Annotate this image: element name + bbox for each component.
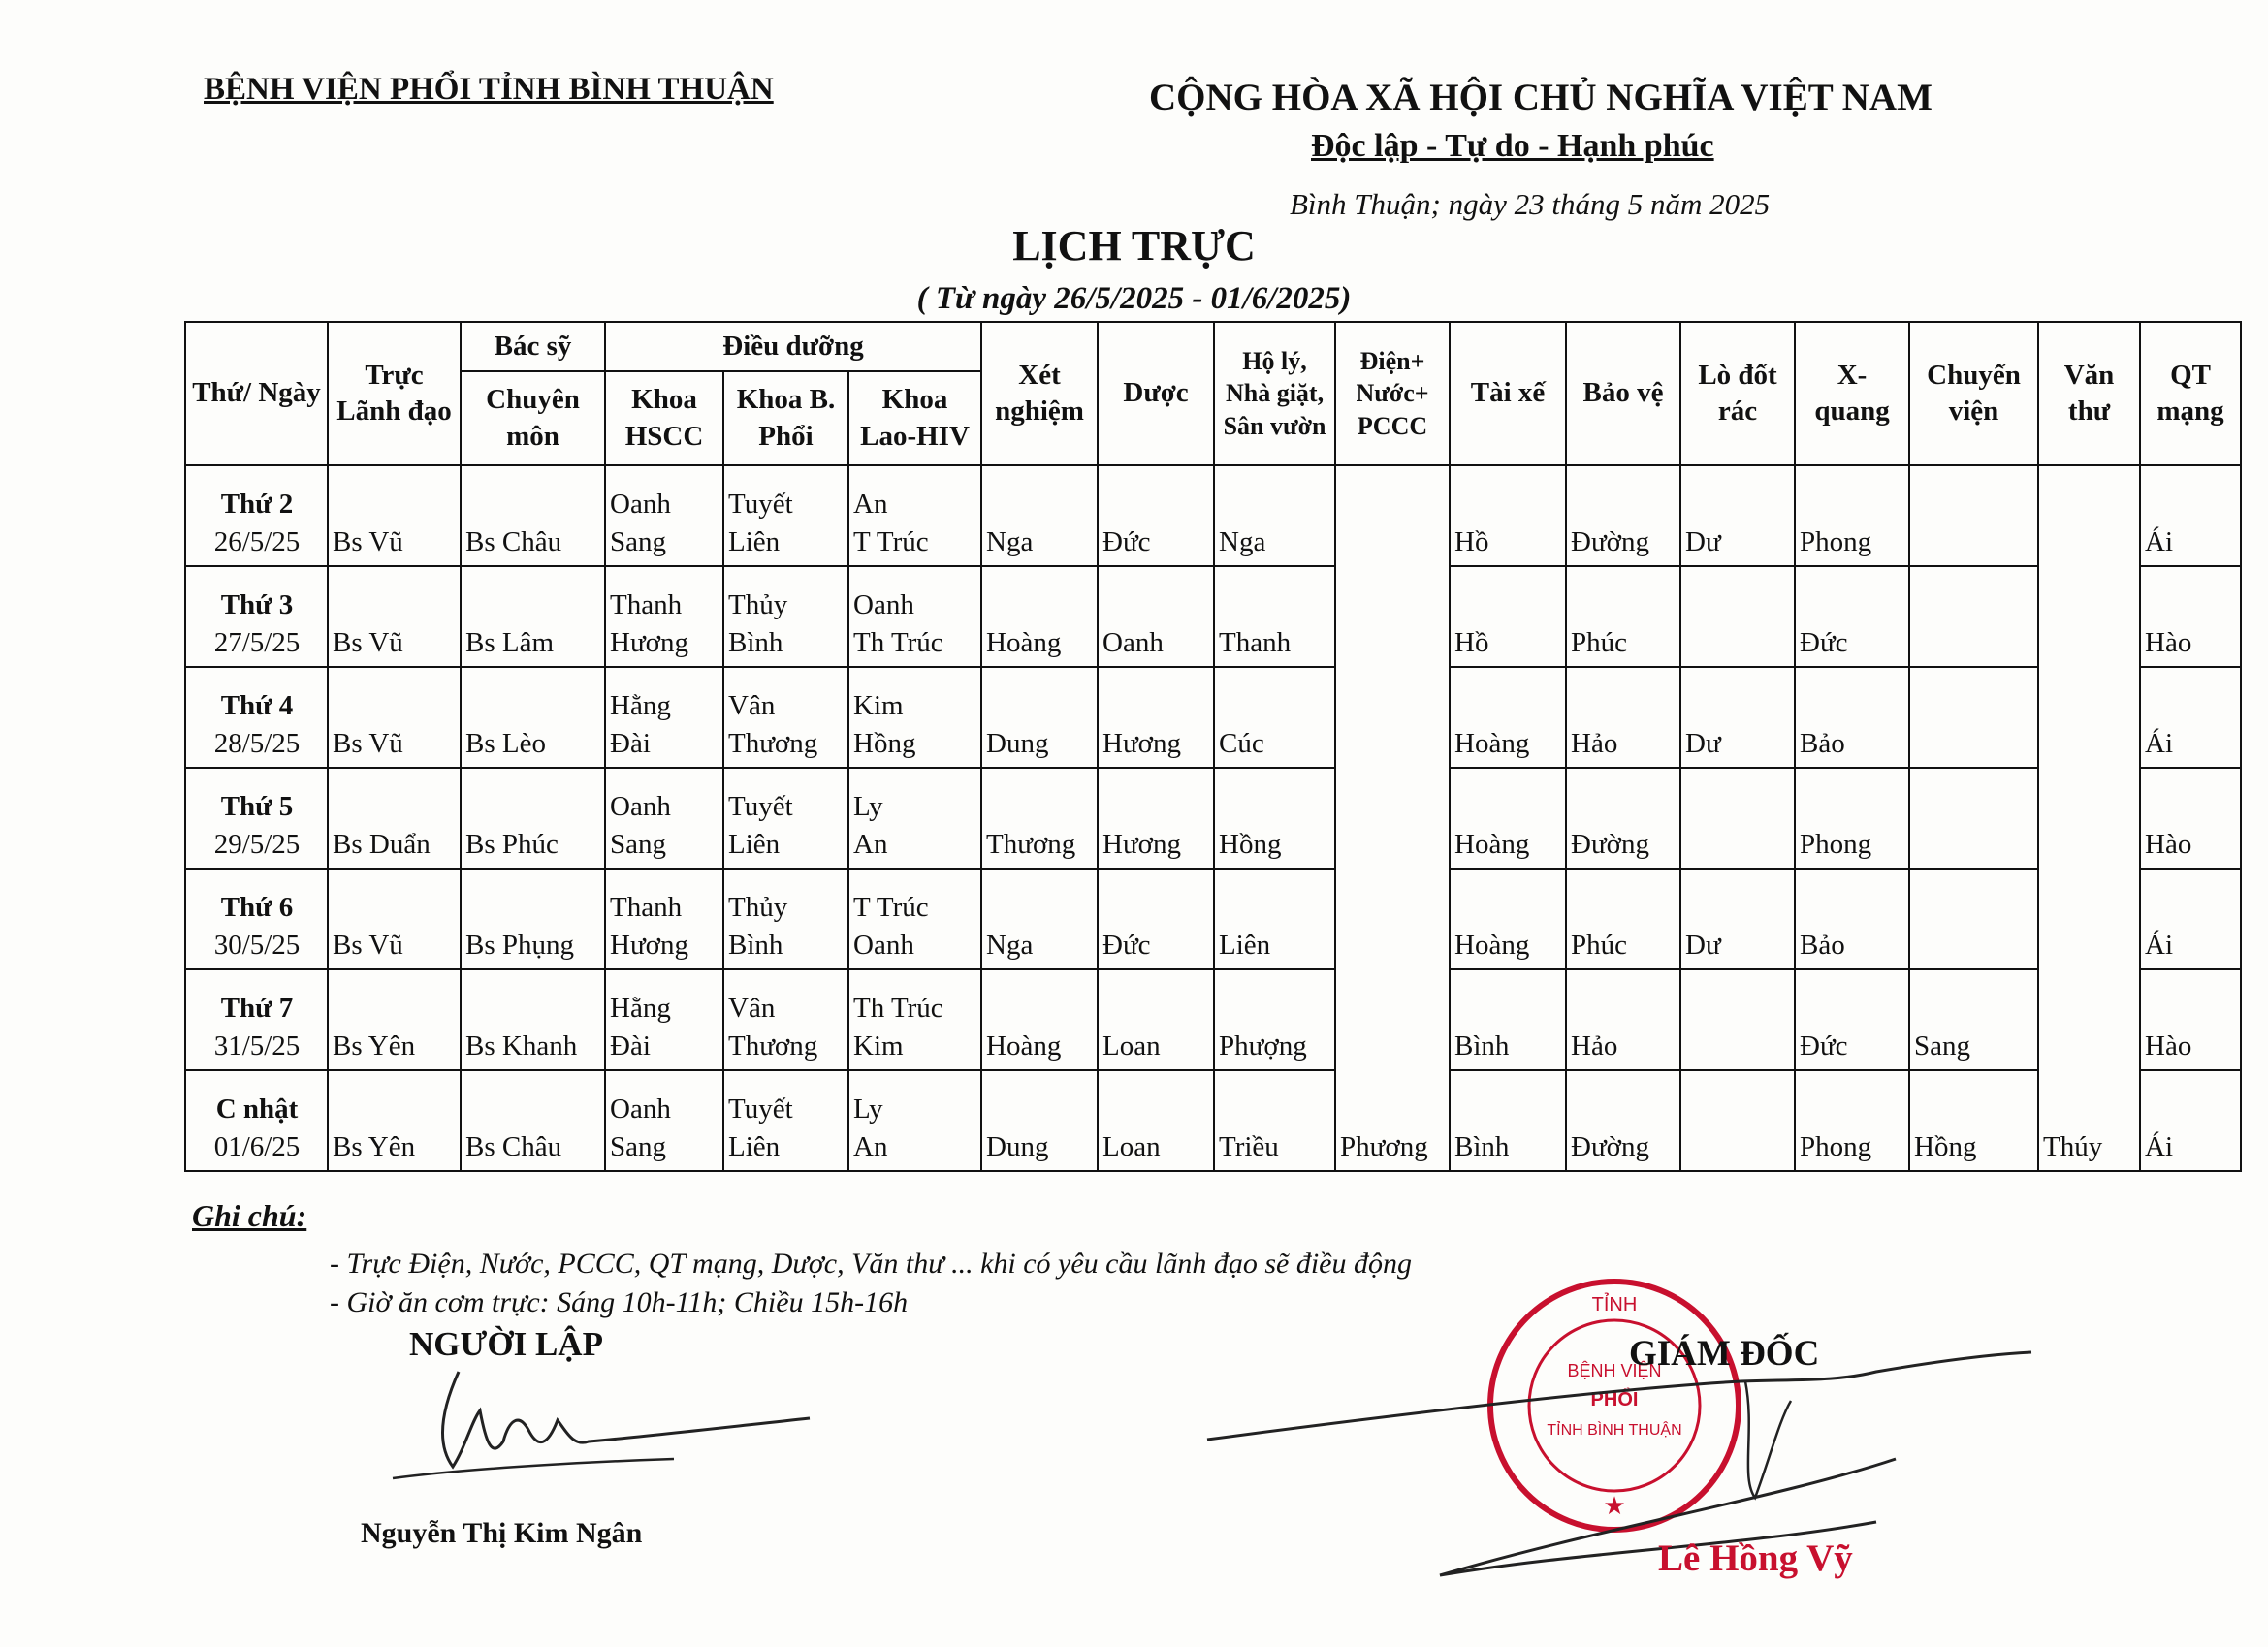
- header-security: Bảo vệ: [1566, 322, 1680, 465]
- day-cell: Thứ 2 26/5/25: [185, 465, 328, 566]
- lab-cell: Dung: [981, 667, 1098, 768]
- header-pharmacy: Dược: [1098, 322, 1214, 465]
- doctor-cell: Bs Phúc: [461, 768, 605, 869]
- nurse-bphoi-cell: Tuyết Liên: [723, 1070, 848, 1171]
- svg-text:BỆNH VIỆN: BỆNH VIỆN: [1567, 1361, 1662, 1380]
- security-cell: Đường: [1566, 768, 1680, 869]
- national-title: CỘNG HÒA XÃ HỘI CHỦ NGHĨA VIỆT NAM: [1149, 77, 1933, 118]
- header-network: QT mạng: [2140, 322, 2241, 465]
- network-cell: Hào: [2140, 566, 2241, 667]
- creator-signature: [383, 1352, 829, 1498]
- care-cell: Triều: [1214, 1070, 1335, 1171]
- leader-cell: Bs Vũ: [328, 566, 461, 667]
- hospital-name: BỆNH VIỆN PHỔI TỈNH BÌNH THUẬN: [204, 72, 774, 107]
- driver-cell: Hoàng: [1450, 869, 1566, 969]
- note-item: - Trực Điện, Nước, PCCC, QT mạng, Dược, Văn thư ... khi có yêu cầu lãnh đạo sẽ điều động: [330, 1248, 1412, 1280]
- header-transfer: Chuyển viện: [1909, 322, 2038, 465]
- network-cell: Ái: [2140, 869, 2241, 969]
- pharmacy-cell: Loan: [1098, 969, 1214, 1070]
- care-cell: Cúc: [1214, 667, 1335, 768]
- nurse-laohiv-cell: Th Trúc Kim: [848, 969, 981, 1070]
- transfer-cell: [1909, 869, 2038, 969]
- header-driver: Tài xế: [1450, 322, 1566, 465]
- driver-cell: Hoàng: [1450, 667, 1566, 768]
- care-cell: Nga: [1214, 465, 1335, 566]
- transfer-cell: Hồng: [1909, 1070, 2038, 1171]
- leader-cell: Bs Vũ: [328, 869, 461, 969]
- nurse-hscc-cell: Hằng Đài: [605, 667, 723, 768]
- driver-cell: Hồ: [1450, 566, 1566, 667]
- day-cell: C nhật 01/6/25: [185, 1070, 328, 1171]
- nurse-bphoi-cell: Thủy Bình: [723, 566, 848, 667]
- leader-cell: Bs Yên: [328, 969, 461, 1070]
- day-cell: Thứ 5 29/5/25: [185, 768, 328, 869]
- incinerator-cell: Dư: [1680, 465, 1795, 566]
- leader-cell: Bs Vũ: [328, 667, 461, 768]
- header-clerk: Văn thư: [2038, 322, 2140, 465]
- nurse-hscc-cell: Thanh Hương: [605, 566, 723, 667]
- header-utility: Điện+ Nước+ PCCC: [1335, 322, 1450, 465]
- xray-cell: Bảo: [1795, 869, 1909, 969]
- security-cell: Phúc: [1566, 566, 1680, 667]
- header-day: Thứ/ Ngày: [185, 322, 328, 465]
- header-nurse-laohiv: Khoa Lao-HIV: [848, 371, 981, 465]
- table-row: [185, 1070, 2241, 1171]
- nurse-hscc-cell: Oanh Sang: [605, 768, 723, 869]
- nurse-laohiv-cell: Ly An: [848, 768, 981, 869]
- incinerator-cell: [1680, 1070, 1795, 1171]
- pharmacy-cell: Hương: [1098, 667, 1214, 768]
- creator-name: Nguyễn Thị Kim Ngân: [361, 1517, 643, 1549]
- nurse-hscc-cell: Oanh Sang: [605, 465, 723, 566]
- security-cell: Phúc: [1566, 869, 1680, 969]
- header-nurse-group: Điều dưỡng: [605, 322, 981, 371]
- security-cell: Hảo: [1566, 969, 1680, 1070]
- director-title: GIÁM ĐỐC: [1629, 1334, 1820, 1374]
- care-cell: Hồng: [1214, 768, 1335, 869]
- incinerator-cell: Dư: [1680, 667, 1795, 768]
- incinerator-cell: [1680, 768, 1795, 869]
- place-date: Bình Thuận; ngày 23 tháng 5 năm 2025: [1290, 187, 1771, 221]
- svg-text:TỈNH: TỈNH: [1591, 1294, 1638, 1315]
- nurse-bphoi-cell: Vân Thương: [723, 667, 848, 768]
- xray-cell: Đức: [1795, 969, 1909, 1070]
- network-cell: Hào: [2140, 768, 2241, 869]
- transfer-cell: [1909, 768, 2038, 869]
- header-lab: Xét nghiệm: [981, 322, 1098, 465]
- nurse-laohiv-cell: T Trúc Oanh: [848, 869, 981, 969]
- header-leader: Trực Lãnh đạo: [328, 322, 461, 465]
- document-title: LỊCH TRỰC: [1012, 222, 1256, 269]
- leader-cell: Bs Vũ: [328, 465, 461, 566]
- nurse-laohiv-cell: Kim Hồng: [848, 667, 981, 768]
- lab-cell: Thương: [981, 768, 1098, 869]
- table-row: [185, 667, 2241, 768]
- utility-cell: Phương: [1335, 465, 1450, 1171]
- nurse-hscc-cell: Oanh Sang: [605, 1070, 723, 1171]
- director-name: Lê Hồng Vỹ: [1658, 1537, 1853, 1579]
- lab-cell: Nga: [981, 869, 1098, 969]
- header-doctor-specialty: Chuyên môn: [461, 371, 605, 465]
- transfer-cell: Sang: [1909, 969, 2038, 1070]
- xray-cell: Phong: [1795, 768, 1909, 869]
- svg-text:PHỔI: PHỔI: [1590, 1389, 1639, 1410]
- header-nurse-hscc: Khoa HSCC: [605, 371, 723, 465]
- network-cell: Ái: [2140, 465, 2241, 566]
- table-row: [185, 869, 2241, 969]
- doctor-cell: Bs Châu: [461, 1070, 605, 1171]
- table-row: [185, 969, 2241, 1070]
- care-cell: Phượng: [1214, 969, 1335, 1070]
- nurse-hscc-cell: Hằng Đài: [605, 969, 723, 1070]
- day-cell: Thứ 3 27/5/25: [185, 566, 328, 667]
- nurse-laohiv-cell: Oanh Th Trúc: [848, 566, 981, 667]
- notes-title: Ghi chú:: [192, 1198, 307, 1233]
- director-signature: [1198, 1343, 2051, 1590]
- doctor-cell: Bs Châu: [461, 465, 605, 566]
- duty-schedule-table: [184, 321, 2242, 1172]
- lab-cell: Dung: [981, 1070, 1098, 1171]
- pharmacy-cell: Đức: [1098, 869, 1214, 969]
- table-row: [185, 566, 2241, 667]
- driver-cell: Hồ: [1450, 465, 1566, 566]
- lab-cell: Hoàng: [981, 566, 1098, 667]
- note-item: - Giờ ăn cơm trực: Sáng 10h-11h; Chiều 15h-16h: [330, 1286, 909, 1318]
- clerk-cell: Thúy: [2038, 465, 2140, 1171]
- security-cell: Hảo: [1566, 667, 1680, 768]
- pharmacy-cell: Oanh: [1098, 566, 1214, 667]
- date-range: ( Từ ngày 26/5/2025 - 01/6/2025): [916, 281, 1352, 316]
- table-row: [185, 768, 2241, 869]
- care-cell: Thanh: [1214, 566, 1335, 667]
- header-doctor-group: Bác sỹ: [461, 322, 605, 371]
- network-cell: Ái: [2140, 667, 2241, 768]
- header-xray: X- quang: [1795, 322, 1909, 465]
- national-motto: Độc lập - Tự do - Hạnh phúc: [1311, 128, 1714, 164]
- xray-cell: Đức: [1795, 566, 1909, 667]
- day-cell: Thứ 4 28/5/25: [185, 667, 328, 768]
- table-row: [185, 465, 2241, 566]
- lab-cell: Nga: [981, 465, 1098, 566]
- transfer-cell: [1909, 667, 2038, 768]
- day-cell: Thứ 6 30/5/25: [185, 869, 328, 969]
- transfer-cell: [1909, 566, 2038, 667]
- leader-cell: Bs Duẩn: [328, 768, 461, 869]
- security-cell: Đường: [1566, 465, 1680, 566]
- driver-cell: Bình: [1450, 1070, 1566, 1171]
- doctor-cell: Bs Lèo: [461, 667, 605, 768]
- nurse-bphoi-cell: Vân Thương: [723, 969, 848, 1070]
- nurse-bphoi-cell: Tuyết Liên: [723, 465, 848, 566]
- care-cell: Liên: [1214, 869, 1335, 969]
- svg-text:TỈNH BÌNH THUẬN: TỈNH BÌNH THUẬN: [1547, 1422, 1682, 1439]
- creator-title: NGƯỜI LẬP: [409, 1325, 603, 1363]
- network-cell: Hào: [2140, 969, 2241, 1070]
- nurse-hscc-cell: Thanh Hương: [605, 869, 723, 969]
- network-cell: Ái: [2140, 1070, 2241, 1171]
- svg-text:★: ★: [1603, 1491, 1626, 1520]
- nurse-laohiv-cell: Ly An: [848, 1070, 981, 1171]
- nurse-bphoi-cell: Tuyết Liên: [723, 768, 848, 869]
- incinerator-cell: [1680, 969, 1795, 1070]
- pharmacy-cell: Đức: [1098, 465, 1214, 566]
- xray-cell: Bảo: [1795, 667, 1909, 768]
- lab-cell: Hoàng: [981, 969, 1098, 1070]
- leader-cell: Bs Yên: [328, 1070, 461, 1171]
- doctor-cell: Bs Khanh: [461, 969, 605, 1070]
- pharmacy-cell: Hương: [1098, 768, 1214, 869]
- pharmacy-cell: Loan: [1098, 1070, 1214, 1171]
- driver-cell: Hoàng: [1450, 768, 1566, 869]
- incinerator-cell: Dư: [1680, 869, 1795, 969]
- security-cell: Đường: [1566, 1070, 1680, 1171]
- nurse-bphoi-cell: Thủy Bình: [723, 869, 848, 969]
- xray-cell: Phong: [1795, 465, 1909, 566]
- header-nurse-bphoi: Khoa B. Phổi: [723, 371, 848, 465]
- driver-cell: Bình: [1450, 969, 1566, 1070]
- header-incinerator: Lò đốt rác: [1680, 322, 1795, 465]
- doctor-cell: Bs Phụng: [461, 869, 605, 969]
- nurse-laohiv-cell: An T Trúc: [848, 465, 981, 566]
- transfer-cell: [1909, 465, 2038, 566]
- xray-cell: Phong: [1795, 1070, 1909, 1171]
- incinerator-cell: [1680, 566, 1795, 667]
- doctor-cell: Bs Lâm: [461, 566, 605, 667]
- header-care: Hộ lý, Nhà giặt, Sân vườn: [1214, 322, 1335, 465]
- day-cell: Thứ 7 31/5/25: [185, 969, 328, 1070]
